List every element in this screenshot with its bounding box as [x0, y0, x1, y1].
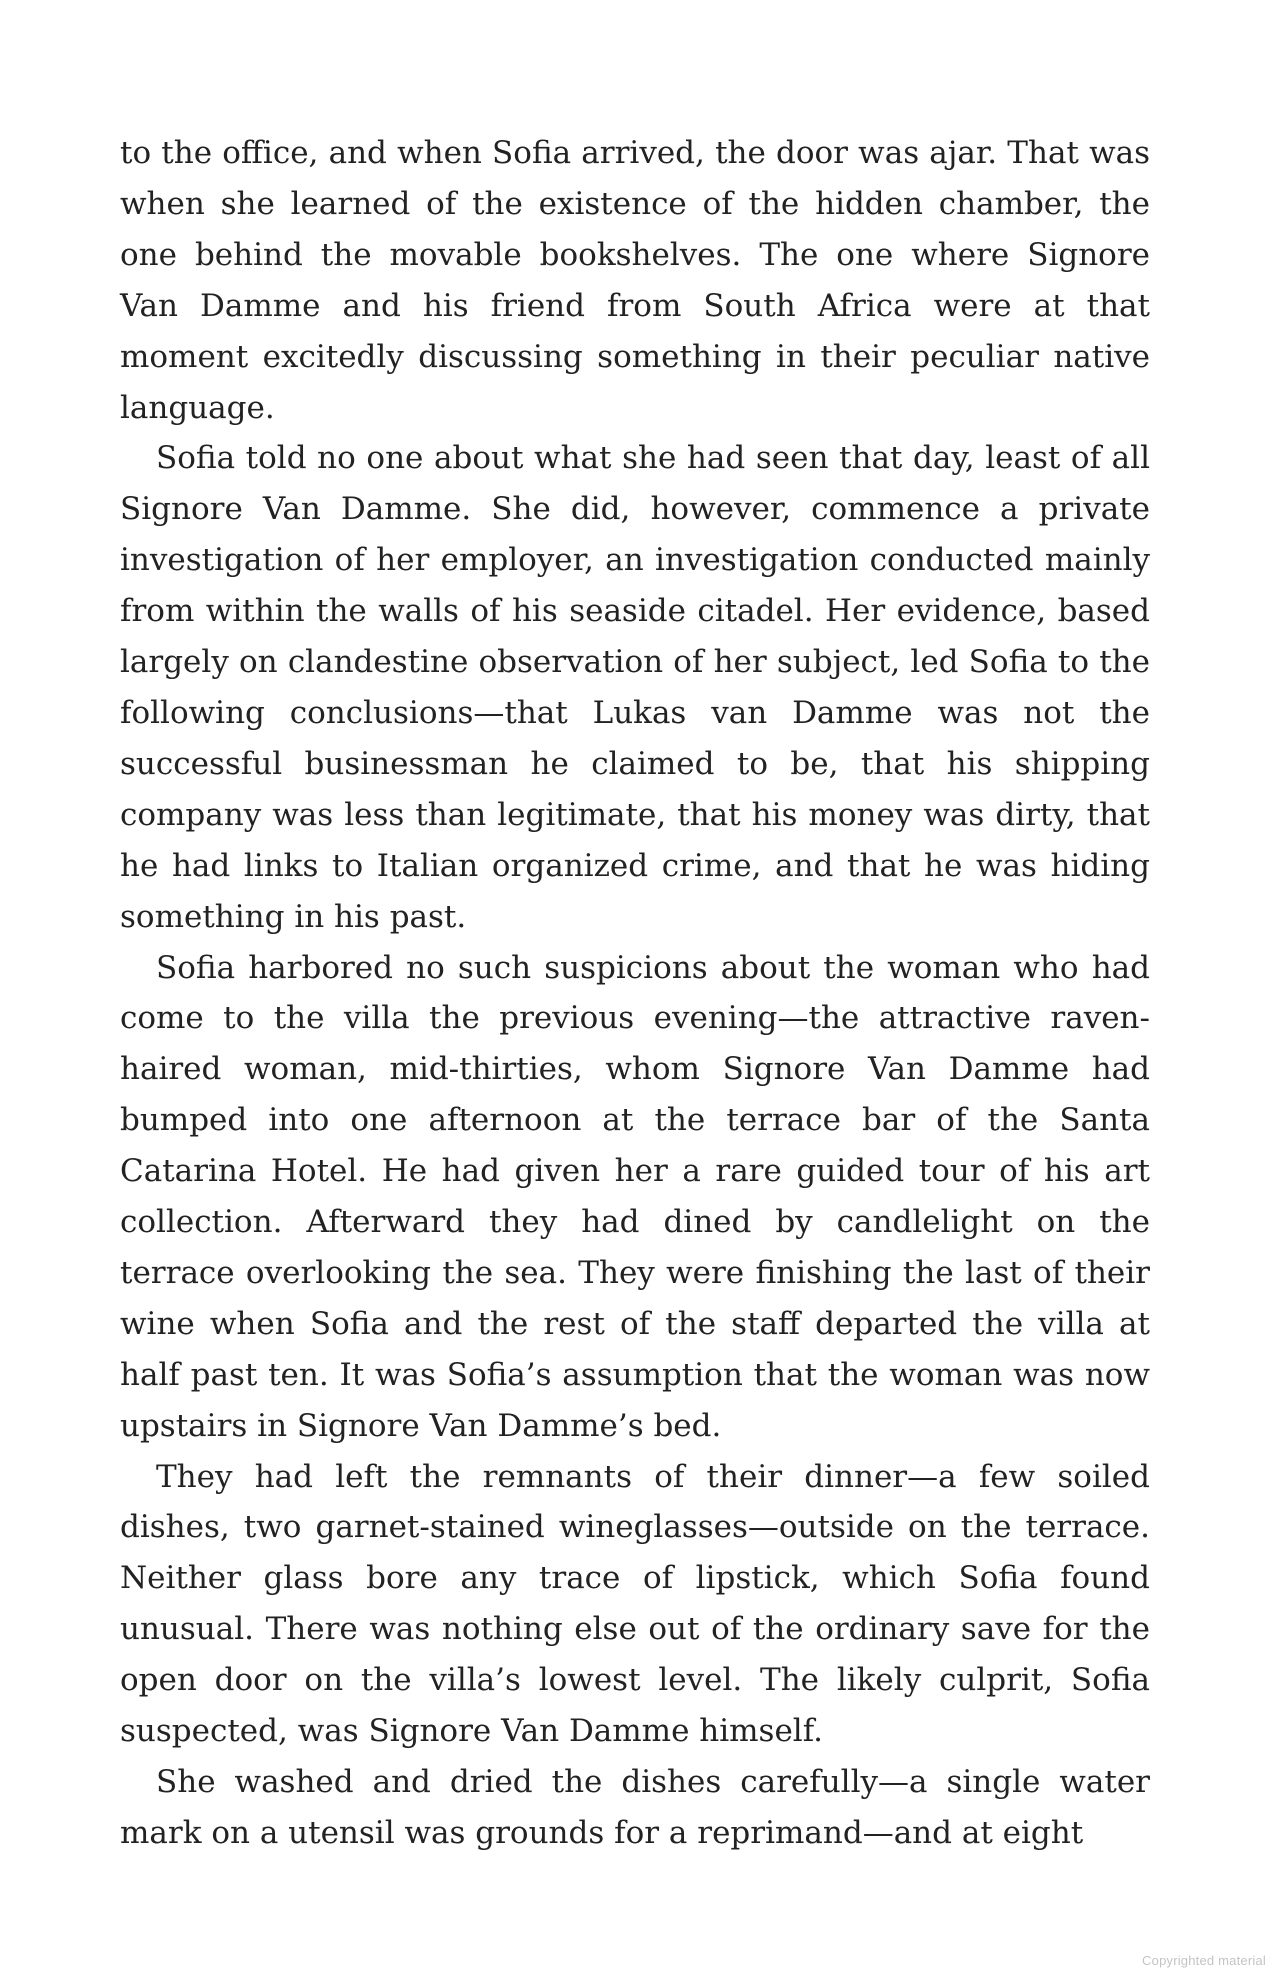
- paragraph: Sofia harbored no such suspicions about the woman who had come to the villa the previous evening—the attractive raven-haired woman, mid-thirties, whom Signore Van Damme had bumped into one afternoon at the terrace bar of the Santa Catarina Hotel. He had given her a rare guided tour of his art collection. Afterward they had dined by candlelight on the terrace overlooking the sea. They were finishing the last of their wine when Sofia and the rest of the staff departed the villa at half past ten. It was Sofia’s assumption that the woman was now upstairs in Signore Van Damme’s bed.: [120, 949, 1150, 1444]
- copyright-notice: Copyrighted material: [1142, 1953, 1266, 1968]
- book-page: [120, 128, 1150, 1859]
- paragraph: to the office, and when Sofia arrived, the door was ajar. That was when she learned of the existence of the hidden chamber, the one behind the movable bookshelves. The one where Signore Van Damme and his friend from South Africa were at that moment excitedly discussing something in their peculiar native language.: [120, 135, 1150, 426]
- paragraph: Sofia told no one about what she had seen that day, least of all Signore Van Damme. She did, however, commence a private investigation of her employer, an investigation conducted mainly from within the walls of his seaside citadel. Her evidence, based largely on clandestine observation of her subject, led Sofia to the following conclusions—that Lukas van Damme was not the successful businessman he claimed to be, that his shipping company was less than legitimate, that his money was dirty, that he had links to Italian organized crime, and that he was hiding something in his past.: [120, 440, 1150, 935]
- paragraph: They had left the remnants of their dinner—a few soiled dishes, two garnet-stained wineglasses—outside on the terrace. Neither glass bore any trace of lipstick, which Sofia found unusual. There was nothing else out of the ordinary save for the open door on the villa’s lowest level. The likely culprit, Sofia suspected, was Signore Van Damme himself.: [120, 1458, 1150, 1750]
- paragraph: She washed and dried the dishes carefully—a single water mark on a utensil was grounds for a reprimand—and at eight: [120, 1764, 1150, 1851]
